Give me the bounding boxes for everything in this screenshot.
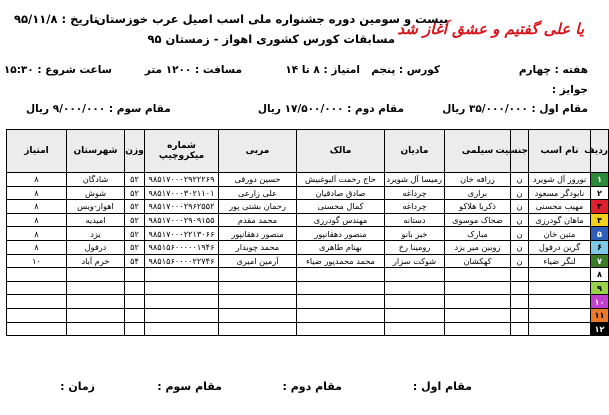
cell-dam	[385, 295, 445, 309]
cell-owner: صادق صادقیان	[297, 186, 385, 200]
cell-microchip	[145, 295, 219, 309]
col-header-score: امتیاز	[7, 130, 67, 173]
cell-row-number: ۴	[591, 213, 609, 227]
cell-trainer	[219, 268, 297, 282]
cell-city: خرم آباد	[67, 254, 125, 268]
cell-score: ۱۰	[7, 254, 67, 268]
cell-microchip	[145, 281, 219, 295]
cell-microchip: ۹۸۵۱۷۰۰۰۲۲۱۳۰۶۶	[145, 227, 219, 241]
cell-city: شادگان	[67, 173, 125, 187]
table-row	[7, 295, 609, 309]
cell-microchip	[145, 308, 219, 322]
cell-owner	[297, 268, 385, 282]
cell-score	[7, 268, 67, 282]
table-row	[7, 186, 609, 200]
cell-trainer: محمد چوبدار	[219, 240, 297, 254]
cell-weight: ۵۴	[125, 254, 145, 268]
prize-third: مقام سوم : ۹/۰۰۰/۰۰۰ ریال	[26, 103, 171, 115]
cell-trainer	[219, 308, 297, 322]
cell-score: ۸	[7, 200, 67, 214]
date-label: تاریخ : ۹۵/۱۱/۸	[14, 12, 98, 26]
prize-second: مقام دوم : ۱۷/۵۰۰/۰۰۰ ریال	[257, 103, 404, 115]
cell-trainer: محمد مقدم	[219, 213, 297, 227]
title-line-1: بیست و سومین دوره جشنواره ملی اسب اصیل عرب خوزستان	[95, 12, 448, 26]
cell-weight: ۵۲	[125, 240, 145, 254]
table-row	[7, 173, 609, 187]
cell-weight: ۵۲	[125, 213, 145, 227]
cell-owner	[297, 322, 385, 336]
cell-horse-name	[529, 281, 591, 295]
prizes-label: جوایز :	[551, 84, 588, 96]
cell-microchip: ۹۸۵۱۷۰۰۰۲۹۲۲۲۶۹	[145, 173, 219, 187]
cell-horse-name	[529, 322, 591, 336]
table-row	[7, 322, 609, 336]
cell-city	[67, 308, 125, 322]
cell-owner: حاج رحمت آلبوغبیش	[297, 173, 385, 187]
cell-sex: ن	[511, 213, 529, 227]
cell-owner: منصور دهقانپور	[297, 227, 385, 241]
cell-row-number: ۲	[591, 186, 609, 200]
cell-trainer: منصور دهقانپور	[219, 227, 297, 241]
col-header-horse: نام اسب	[529, 130, 591, 173]
cell-trainer	[219, 281, 297, 295]
cell-city: درفول	[67, 240, 125, 254]
cell-horse-name: لنگر ضیاء	[529, 254, 591, 268]
cell-microchip: ۹۸۵۱۵۶۰۰۰۰۰۱۹۴۶	[145, 240, 219, 254]
cell-row-number: ۸	[591, 268, 609, 282]
cell-sex: ن	[511, 227, 529, 241]
cell-sire: براری	[445, 186, 511, 200]
cell-owner: کمال محسنی	[297, 200, 385, 214]
cell-sire: زرافه خان	[445, 173, 511, 187]
cell-dam: چرداغه	[385, 200, 445, 214]
cell-score: ۸	[7, 227, 67, 241]
cell-row-number: ۱۱	[591, 308, 609, 322]
cell-sire	[445, 281, 511, 295]
cell-trainer: حسین دورقی	[219, 173, 297, 187]
cell-sex	[511, 281, 529, 295]
cell-sire: زوبین میر یزد	[445, 240, 511, 254]
cell-horse-name	[529, 295, 591, 309]
week-label: هفته : چهارم	[518, 64, 588, 76]
col-header-sex: جنسیت	[511, 130, 529, 173]
cell-sire: ذکریا هلاکو	[445, 200, 511, 214]
rating-label: امتیاز : ۸ تا ۱۴	[285, 64, 360, 76]
cell-city	[67, 281, 125, 295]
cell-sire: کهکشان	[445, 254, 511, 268]
table-row	[7, 227, 609, 241]
cell-microchip: ۹۸۵۱۷۰۰۰۳۰۲۱۱۰۱	[145, 186, 219, 200]
cell-weight	[125, 281, 145, 295]
col-header-weight: وزن	[125, 130, 145, 173]
cell-sex	[511, 308, 529, 322]
cell-score	[7, 322, 67, 336]
cell-trainer: آرمین امیری	[219, 254, 297, 268]
cell-owner	[297, 281, 385, 295]
cell-row-number: ۶	[591, 240, 609, 254]
cell-horse-name: نابودگر مسعود	[529, 186, 591, 200]
cell-row-number: ۱	[591, 173, 609, 187]
cell-weight: ۵۲	[125, 227, 145, 241]
cell-score: ۸	[7, 186, 67, 200]
cell-row-number: ۱۰	[591, 295, 609, 309]
cell-sire: مبارک	[445, 227, 511, 241]
cell-city: یزد	[67, 227, 125, 241]
entries-table	[6, 129, 609, 336]
cell-row-number: ۳	[591, 200, 609, 214]
cell-row-number: ۹	[591, 281, 609, 295]
cell-sex: ن	[511, 173, 529, 187]
cell-sex	[511, 295, 529, 309]
cell-city: شوش	[67, 186, 125, 200]
cell-sire	[445, 308, 511, 322]
cell-weight	[125, 268, 145, 282]
table-row	[7, 240, 609, 254]
cell-city	[67, 322, 125, 336]
cell-score: ۸	[7, 213, 67, 227]
cell-sire	[445, 295, 511, 309]
cell-dam: دستانه	[385, 213, 445, 227]
cell-dam: شوکت سزار	[385, 254, 445, 268]
table-row	[7, 213, 609, 227]
cell-weight	[125, 308, 145, 322]
col-header-chip: شماره میکروچیپ	[145, 130, 219, 173]
col-header-owner: مالک	[297, 130, 385, 173]
cell-score	[7, 308, 67, 322]
cell-dam	[385, 308, 445, 322]
cell-owner: محمد محمدپور ضیاء	[297, 254, 385, 268]
cell-sex	[511, 322, 529, 336]
prize-first: مقام اول : ۳۵/۰۰۰/۰۰۰ ریال	[442, 103, 588, 115]
cell-sex: ن	[511, 200, 529, 214]
cell-owner: مهندس گودرزی	[297, 213, 385, 227]
footer-first: مقام اول :	[412, 380, 472, 393]
distance-label: مسافت : ۱۲۰۰ متر	[144, 64, 242, 76]
cell-owner: بهنام طاهری	[297, 240, 385, 254]
title-line-2: مسابقات کورس کشوری اهواز - زمستان ۹۵	[147, 32, 395, 46]
start-time-label: ساعت شروع : ۱۵:۳۰	[3, 64, 112, 76]
table-row	[7, 281, 609, 295]
cell-sex: ن	[511, 240, 529, 254]
col-header-trainer: مربی	[219, 130, 297, 173]
table-row	[7, 308, 609, 322]
cell-row-number: ۱۲	[591, 322, 609, 336]
footer-second: مقام دوم :	[282, 380, 342, 393]
cell-horse-name: ماهان گودرزی	[529, 213, 591, 227]
cell-sire	[445, 268, 511, 282]
cell-dam: رومینا رخ	[385, 240, 445, 254]
cell-row-number: ۷	[591, 254, 609, 268]
cell-dam: رمیسا آل شویرد	[385, 173, 445, 187]
cell-microchip: ۹۸۵۱۷۰۰۰۲۹۰۹۱۵۵	[145, 213, 219, 227]
cell-horse-name: مهیب محسنی	[529, 200, 591, 214]
cell-sex: ن	[511, 254, 529, 268]
cell-city: امیدیه	[67, 213, 125, 227]
cell-sire	[445, 322, 511, 336]
footer-third: مقام سوم :	[157, 380, 222, 393]
cell-weight	[125, 322, 145, 336]
cell-dam	[385, 268, 445, 282]
col-header-dam: مادیان	[385, 130, 445, 173]
table-header-row	[7, 130, 609, 173]
cell-score	[7, 281, 67, 295]
cell-horse-name	[529, 268, 591, 282]
cell-microchip	[145, 322, 219, 336]
cell-score	[7, 295, 67, 309]
cell-sex: ن	[511, 186, 529, 200]
cell-weight	[125, 295, 145, 309]
cell-weight: ۵۲	[125, 200, 145, 214]
cell-sire: ضحاک موسوی	[445, 213, 511, 227]
table-row	[7, 268, 609, 282]
cell-owner	[297, 308, 385, 322]
cell-horse-name: نوروز آل شویرد	[529, 173, 591, 187]
cell-horse-name: متین خان	[529, 227, 591, 241]
cell-dam: چرداغه	[385, 186, 445, 200]
col-header-num: ردیف	[591, 130, 609, 173]
table-row	[7, 254, 609, 268]
logo-calligraphy: یا علی گفتیم و عشق آغاز شد	[397, 20, 584, 38]
cell-city	[67, 268, 125, 282]
course-label: کورس : پنجم	[371, 64, 440, 76]
cell-city: اهواز-ویس	[67, 200, 125, 214]
col-header-city: شهرستان	[67, 130, 125, 173]
cell-score: ۸	[7, 240, 67, 254]
col-header-sire: سیلمی	[445, 130, 511, 173]
table-row	[7, 200, 609, 214]
cell-trainer	[219, 295, 297, 309]
cell-trainer: رحمان بشتی پور	[219, 200, 297, 214]
cell-owner	[297, 295, 385, 309]
footer-time: زمان :	[60, 380, 95, 393]
cell-row-number: ۵	[591, 227, 609, 241]
cell-trainer: علی زارعی	[219, 186, 297, 200]
cell-weight: ۵۲	[125, 186, 145, 200]
cell-microchip: ۹۸۵۱۵۶۰۰۰۰۲۲۷۴۶	[145, 254, 219, 268]
cell-weight: ۵۲	[125, 173, 145, 187]
cell-microchip	[145, 268, 219, 282]
cell-dam	[385, 281, 445, 295]
cell-horse-name	[529, 308, 591, 322]
cell-score: ۸	[7, 173, 67, 187]
cell-microchip: ۹۸۵۱۷۰۰۰۲۹۶۲۵۵۲	[145, 200, 219, 214]
cell-horse-name: گرین درفول	[529, 240, 591, 254]
cell-trainer	[219, 322, 297, 336]
cell-dam	[385, 322, 445, 336]
cell-sex	[511, 268, 529, 282]
cell-city	[67, 295, 125, 309]
cell-dam: خیر بانو	[385, 227, 445, 241]
